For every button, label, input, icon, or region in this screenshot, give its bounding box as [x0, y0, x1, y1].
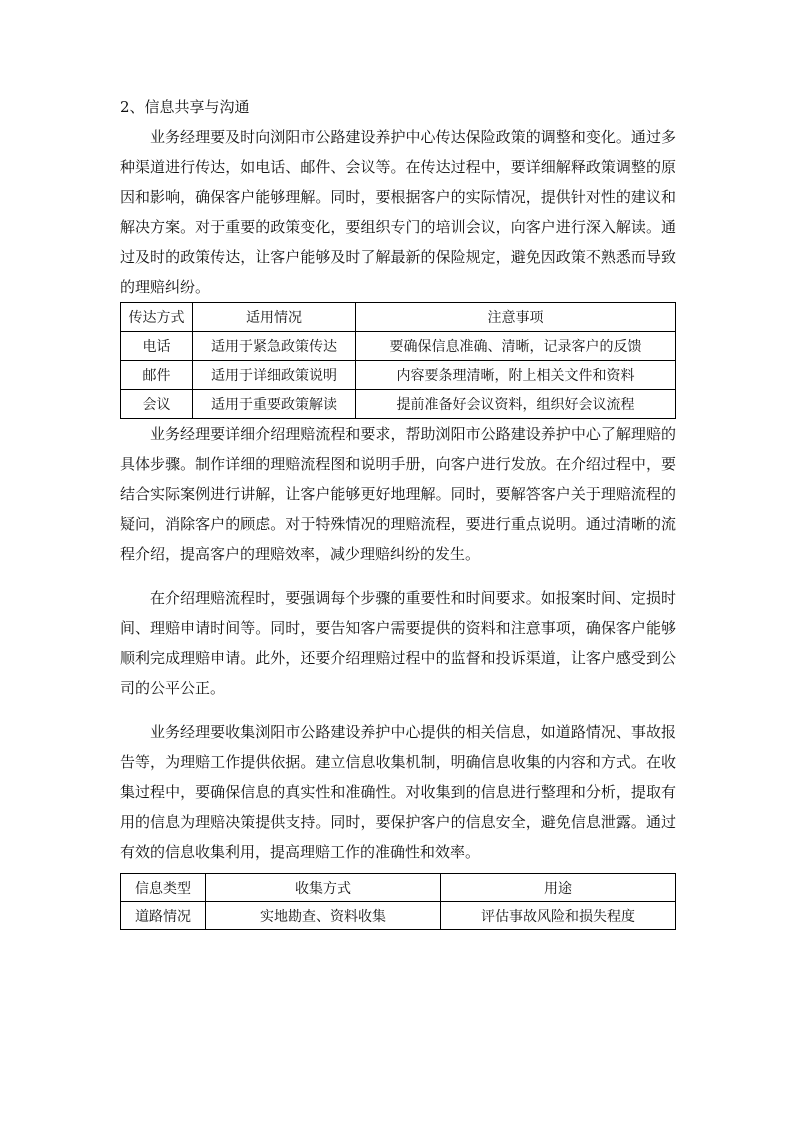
table-cell: 评估事故风险和损失程度	[441, 902, 676, 930]
table-row	[121, 390, 676, 419]
table-header-row	[121, 874, 676, 902]
table-cell: 邮件	[121, 361, 193, 390]
table-cell: 适用于紧急政策传达	[193, 332, 356, 361]
table-cell: 提前准备好会议资料，组织好会议流程	[356, 390, 676, 419]
table-header: 收集方式	[206, 874, 441, 902]
communication-table	[120, 302, 676, 419]
table-row	[121, 332, 676, 361]
paragraph-claims-steps: 在介绍理赔流程时，要强调每个步骤的重要性和时间要求。如报案时间、定损时间、理赔申请时间等。同时，要告知客户需要提供的资料和注意事项，确保客户能够顺利完成理赔申请。此外，还要介绍理赔过程中的监督和投诉渠道，让客户感受到公司的公平公正。	[120, 589, 676, 697]
table-row	[121, 361, 676, 390]
table-cell: 内容要条理清晰，附上相关文件和资料	[356, 361, 676, 390]
paragraph-policy: 业务经理要及时向浏阳市公路建设养护中心传达保险政策的调整和变化。通过多种渠道进行传达，如电话、邮件、会议等。在传达过程中，要详细解释政策调整的原因和影响，确保客户能够理解。同时，要根据客户的实际情况，提供针对性的建议和解决方案。对于重要的政策变化，要组织专门的培训会议，向客户进行深入解读。通过及时的政策传达，让客户能够及时了解最新的保险规定，避免因政策不熟悉而导致的理赔纠纷。	[120, 128, 676, 296]
table-cell: 电话	[121, 332, 193, 361]
table-cell: 实地勘查、资料收集	[206, 902, 441, 930]
table-row	[121, 902, 676, 930]
table-header: 传达方式	[121, 303, 193, 332]
table-cell: 会议	[121, 390, 193, 419]
table-cell: 要确保信息准确、清晰，记录客户的反馈	[356, 332, 676, 361]
table-header: 用途	[441, 874, 676, 902]
table-cell: 适用于重要政策解读	[193, 390, 356, 419]
paragraph-claims-process: 业务经理要详细介绍理赔流程和要求，帮助浏阳市公路建设养护中心了解理赔的具体步骤。制作详细的理赔流程图和说明手册，向客户进行发放。在介绍过程中，要结合实际案例进行讲解，让客户能够更好地理解。同时，要解答客户关于理赔流程的疑问，消除客户的顾虑。对于特殊情况的理赔流程，要进行重点说明。通过清晰的流程介绍，提高客户的理赔效率，减少理赔纠纷的发生。	[120, 425, 676, 563]
table-header: 适用情况	[193, 303, 356, 332]
table-header: 注意事项	[356, 303, 676, 332]
table-header-row	[121, 303, 676, 332]
table-cell: 适用于详细政策说明	[193, 361, 356, 390]
table-header: 信息类型	[121, 874, 206, 902]
table-cell: 道路情况	[121, 902, 206, 930]
section-heading: 2、信息共享与沟通	[120, 98, 250, 116]
info-collection-table	[120, 873, 676, 930]
paragraph-info-collection: 业务经理要收集浏阳市公路建设养护中心提供的相关信息，如道路情况、事故报告等，为理赔工作提供依据。建立信息收集机制，明确信息收集的内容和方式。在收集过程中，要确保信息的真实性和准确性。对收集到的信息进行整理和分析，提取有用的信息为理赔决策提供支持。同时，要保护客户的信息安全，避免信息泄露。通过有效的信息收集利用，提高理赔工作的准确性和效率。	[120, 723, 676, 861]
document-body	[120, 92, 676, 930]
